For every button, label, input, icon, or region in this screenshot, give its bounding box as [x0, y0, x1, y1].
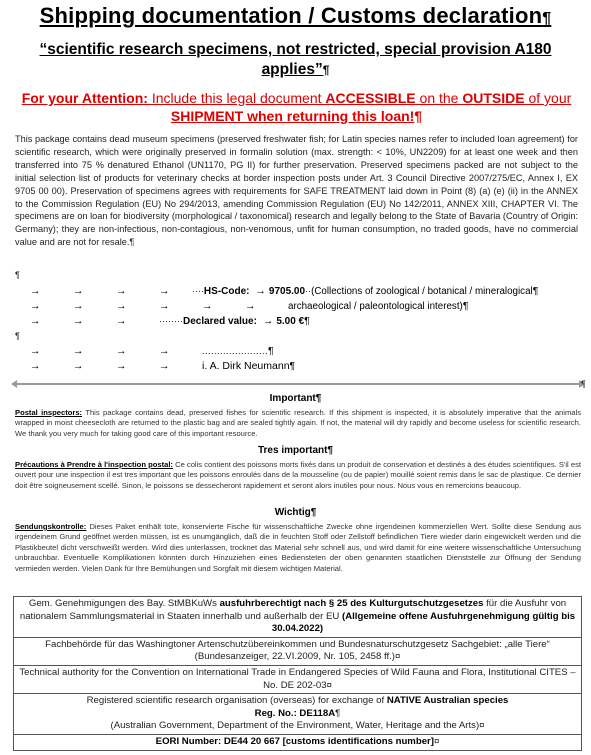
notice-heading-en-text: Important [269, 393, 316, 404]
attention-lead: For your Attention: [21, 90, 148, 106]
notice-heading-fr-text: Tres important [257, 445, 328, 456]
cell-text-2: für die Ausfuhr von nationalem Sammlungsmaterial in Staaten innerhalb und außerhalb der EU [19, 598, 567, 622]
title-text: Shipping documentation / Customs declaration [39, 3, 543, 28]
notice-heading-de: Wichtig¶ [274, 507, 317, 518]
table-row [14, 637, 582, 665]
body-paragraph: This package contains dead museum specimens (preserved freshwater fish; for Latin species names refer to included loan agreement) for scientific research, which were originally preserved in formalin solution (max. strength: < 10%, UN2209) for at least one week and then transferred into 75 % denatured Ethanol (UN1170, PG II) for further preservation. Preserved specimens packed are not subject to the initial selection list of products for veterinary checks at border inspection posts under Art. 3 Council Directive 2007/275/EC, Annex I, EX 9705 00 00). Preservation of specimens agrees with requirements for SAFE TREATMENT laid down in Point (8) (a) (e) (ii) in the ANNEX to the Commission Regulation (EU) No 294/2013, amending Commission Regulation (EU) No 142/2011, ANNEX XIII, CHAPTER VI. The specimens are on loan for biodiversity (morphological / taxonomical) research and legally belong to the State of Bavaria (Country of Origin: Germany); they are non-infectious, non-contagious, non-venomous, unfit for human consumption, no traded goods, have no commercial value and are not for resale.¶ [15, 134, 578, 248]
signature-line: ...................... [202, 346, 269, 356]
notice-en-lead: Postal inspectors: [15, 408, 83, 417]
notice-fr [15, 460, 581, 491]
page-subtitle: “scientific research specimens, not restricted, special provision A180 applies”¶ [39, 41, 552, 78]
declared-value-label: Declared value: [182, 316, 257, 327]
notice-fr-text: Ce colis contient des poissons morts fixés dans un produit de conservation et destinés à des études scientifiques. S'il est ouvert pour une inspection il est tres important que les poissons enroulés dans de la mousseline (ou de papier) mouillé soient remis dans le sac de plastique. Ce dernier doit être soigneusement scellé. Sinon, le poissons se dessecheront rapidement et seront alors inutiles pour nous. Nous vous en remercions beaucoup. [15, 460, 581, 490]
table-row [14, 694, 582, 735]
table-row [14, 597, 582, 638]
declared-value: 5.00 € [276, 316, 305, 327]
table-cell: Registered scientific research organisation (overseas) for exchange of NATIVE Australian species Reg. No.: DE118A¶ (Australian Government, Department of the Environment, Water, Heritage and the Arts)¤ [14, 694, 582, 735]
table-row [14, 734, 582, 750]
signature-dots-line: → → → → ......................¶ [30, 345, 274, 357]
attention-text-1: Include this legal document [147, 90, 326, 106]
cell-text: Registered scientific research organisation (overseas) for exchange of [86, 695, 387, 707]
notice-fr-lead: Précautions à Prendre à l'inspection postal: [15, 460, 173, 469]
paragraph-mark: ¶ [15, 270, 20, 280]
notice-de [15, 522, 581, 574]
page-title: Shipping documentation / Customs declaration¶ [39, 3, 552, 28]
cell-bold: NATIVE Australian species [386, 695, 509, 707]
hs-note-line2: archaeological / paleontological interest) [288, 301, 463, 312]
notice-de-lead: Sendungskontrolle: [15, 522, 87, 531]
notice-en [15, 408, 581, 439]
hs-code-value: 9705.00 [268, 286, 306, 297]
notice-de-text: Dieses Paket enthält tote, konservierte Fische für wissenschaftliche Zwecke ohne irgendeinen kommerziellen Wert. Sollte diese Sendung aus irgendeinem Grund geöffnet werden müssen, ist es unumgänglich, daß die in feuchten Stoff oder Zellstoff befindlichen Tiere wieder darin eingewickelt werden und die Plastikbeutel dicht verschweißt werden. Wird dies unterlassen, trocknet das Material sehr schnell aus, und wird damit für eine weitere wissenschaftliche Untersuchung unbrauchbar. Eventuelle Komplikationen könnten durch Hinzuziehen eines Bediensteten der oben genannten staatlichen Dienststelle zur Öffnung der Sendung vermieden werden. Vielen Dank für Ihre Bemühungen und Sorgfalt mit diesem wichtigen Material. [15, 522, 581, 573]
notice-heading-en: Important¶ [269, 393, 322, 404]
notice-en-text: This package contains dead, preserved fishes for scientific research. If this shipment is inspected, it is absolutely imperative that the animals wrapped in moist cheesecloth are returned to the plastic bag and are sealed tightly again. If not, the material will dry rapidly and become useless for scientific research. We thank you very much for taking good care of this important resource. [15, 408, 581, 438]
attention-text-2: on the [415, 90, 463, 106]
hs-note-line1: (Collections of zoological / botanical / mineralogical [311, 286, 533, 297]
notice-heading-fr: Tres important¶ [257, 445, 334, 456]
cell-bold-2: (Allgemeine offene Ausfuhrgenehmigung gültig bis 30.04.2022) [271, 610, 576, 635]
cell-bold: ausfuhrberechtigt nach § 25 des Kulturgutschutzgesetzes [219, 598, 484, 609]
table-row [14, 665, 582, 693]
section-divider [15, 383, 581, 385]
hs-code-line: → → → → ····HS-Code: → 9705.00··(Collections of zoological / botanical / mineralogical¶ [30, 285, 539, 297]
declared-value-line: → → → ········Declared value: → 5.00 €¶ [30, 315, 310, 327]
cell-text: Gem. Genehmigungen des Bay. StMBKuWs [28, 598, 220, 609]
hs-code-label: HS-Code: [203, 286, 250, 297]
table-cell: Technical authority for the Convention on International Trade in Endangered Species of Wild Fauna and Flora, Institutional CITES – No. DE 202-03¤ [14, 665, 582, 693]
signatory-line: → → → → i. A. Dirk Neumann¶ [30, 360, 296, 372]
hs-note-continuation: → → → → → → archaeological / paleontological interest)¶ [30, 300, 469, 312]
subtitle-text: “scientific research specimens, not restricted, special provision A180 applies” [39, 41, 552, 78]
attention-shipment: SHIPMENT when returning this loan! [170, 108, 415, 124]
registration-number: Reg. No.: DE118A [254, 707, 336, 719]
paragraph-mark-2: ¶ [15, 331, 20, 341]
signatory-name: i. A. Dirk Neumann [202, 360, 290, 372]
attention-accessible: ACCESSIBLE [325, 90, 416, 106]
attention-outside: OUTSIDE [462, 90, 525, 106]
notice-heading-de-text: Wichtig [274, 507, 311, 518]
table-cell: Fachbehörde für das Washingtoner Artenschutzübereinkommen und Bundesnaturschutzgesetz Sachgebiet: „alle Tiere“ (Bundesanzeiger, 22.VI.2009, Nr. 105, 2458 ff.)¤ [14, 637, 582, 665]
attention-text-3: of your [524, 90, 572, 106]
cell-text: Technical authority for the Convention on International Trade in Endangered Species of Wild Fauna and Flora, Institutional CITES – No. DE 202-03 [19, 666, 576, 691]
paragraph-mark-3: ¶ [581, 379, 586, 389]
body-text: This package contains dead museum specimens (preserved freshwater fish; for Latin species names refer to included loan agreement) for scientific research, which were originally preserved in formalin solution (max. strength: < 10%, UN2209) for at least one week and then transferred into 75 % denatured Ethanol (UN1170, PG II) for further preservation. Preserved specimens packed are not subject to the initial selection list of products for veterinary checks at border inspection posts under Art. 3 Council Directive 2007/275/EC, Annex I, EX 9705 00 00). Preservation of specimens agrees with requirements for SAFE TREATMENT laid down in Point (8) (a) (e) (ii) in the ANNEX to the Commission Regulation (EU) No 294/2013, amending Commission Regulation (EU) No 142/2011, ANNEX XIII, CHAPTER VI. The specimens are on loan for biodiversity (morphological / taxonomical) research and legally belong to the State of Bavaria (Country of Origin: Germany); they are non-infectious, non-contagious, non-venomous, unfit for human consumption, no traded goods, have no commercial value and are not for resale. [15, 134, 578, 248]
table-cell [14, 597, 582, 638]
authority-table [13, 596, 582, 751]
table-cell: EORI Number: DE44 20 667 [customs identifications number]¤ [14, 734, 582, 750]
cell-text: Fachbehörde für das Washingtoner Artenschutzübereinkommen und Bundesnaturschutzgesetz Sachgebiet: „alle Tiere“ (Bundesanzeiger, 22.VI.2009, Nr. 105, 2458 ff.) [45, 638, 550, 663]
cell-text-2: (Australian Government, Department of the Environment, Water, Heritage and the Arts) [110, 720, 480, 732]
attention-notice: For your Attention: Include this legal document ACCESSIBLE on the OUTSIDE of your SHIPMENT when returning this loan!¶ [21, 90, 572, 124]
eori-number: EORI Number: DE44 20 667 [customs identifications number] [155, 735, 434, 747]
